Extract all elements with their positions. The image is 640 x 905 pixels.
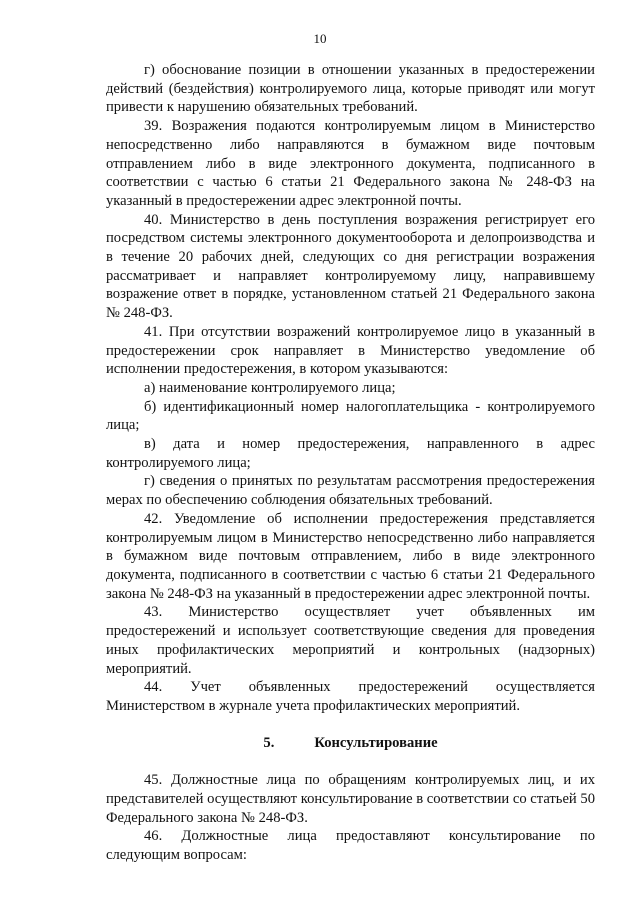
paragraph-43: 43. Министерство осуществляет учет объявленных им предостережений и использует соответствующие сведения для проведения иных профилактических мероприятий и контрольных (надзорных) мероприятий. — [106, 604, 595, 677]
paragraph-item-g: г) сведения о принятых по результатам рассмотрения предостережения мерах по обеспечению соблюдения обязательных требований. — [106, 473, 595, 509]
page-number: 10 — [313, 31, 327, 46]
paragraph-42: 42. Уведомление об исполнении предостережения представляется контролируемым лицом в Министерство непосредственно либо направляется в бумажном виде почтовым отправлением, либо в виде электронного документа, подписанного в соответствии с частью 6 статьи 21 Федерального закона № 248-ФЗ на указанный в предостережении адрес электронной почты. — [106, 510, 595, 602]
section-heading — [106, 734, 595, 753]
paragraph-41: 41. При отсутствии возражений контролируемое лицо в указанный в предостережении срок направляет в Министерство уведомление об исполнении предостережения, в котором указываются: — [106, 323, 595, 378]
section-title: Консультирование — [314, 734, 438, 751]
document-body — [106, 61, 595, 865]
paragraph-39: 39. Возражения подаются контролируемым лицом в Министерство непосредственно либо направляются в бумажном виде почтовым отправлением либо в виде электронного документа, подписанного в соответствии с частью 6 статьи 21 Федерального закона № 248-ФЗ на указанный в предостережении адрес электронной почты. — [106, 118, 595, 209]
paragraph-45: 45. Должностные лица по обращениям контролируемых лиц, и их представителей осуществляют консультирование в соответствии со статьей 50 Федерального закона № 248-ФЗ. — [106, 772, 595, 826]
paragraph-46: 46. Должностные лица предоставляют консультирование по следующим вопросам: — [106, 828, 595, 864]
paragraph-40: 40. Министерство в день поступления возражения регистрирует его посредством системы электронного документооборота и делопроизводства и в течение 20 рабочих дней, следующих со дня регистрации возражения рассматривает и направляет контролируемому лицу, направившему возражение ответ в порядке, установленном статьей 21 Федерального закона № 248-ФЗ. — [106, 211, 595, 322]
paragraph-item-v: в) дата и номер предостережения, направленного в адрес контролируемого лица; — [106, 436, 595, 471]
paragraph-44: 44. Учет объявленных предостережений осуществляется Министерством в журнале учета профилактических мероприятий. — [106, 679, 595, 714]
paragraph-item-g-objection-basis: г) обоснование позиции в отношении указанных в предостережении действий (бездействия) контролируемого лица, которые приводят или могут привести к нарушению обязательных требований. — [106, 62, 595, 116]
section-number: 5. — [263, 734, 275, 751]
paragraph-item-a: а) наименование контролируемого лица; — [144, 379, 396, 396]
paragraph-item-b: б) идентификационный номер налогоплательщика - контролируемого лица; — [106, 398, 595, 434]
